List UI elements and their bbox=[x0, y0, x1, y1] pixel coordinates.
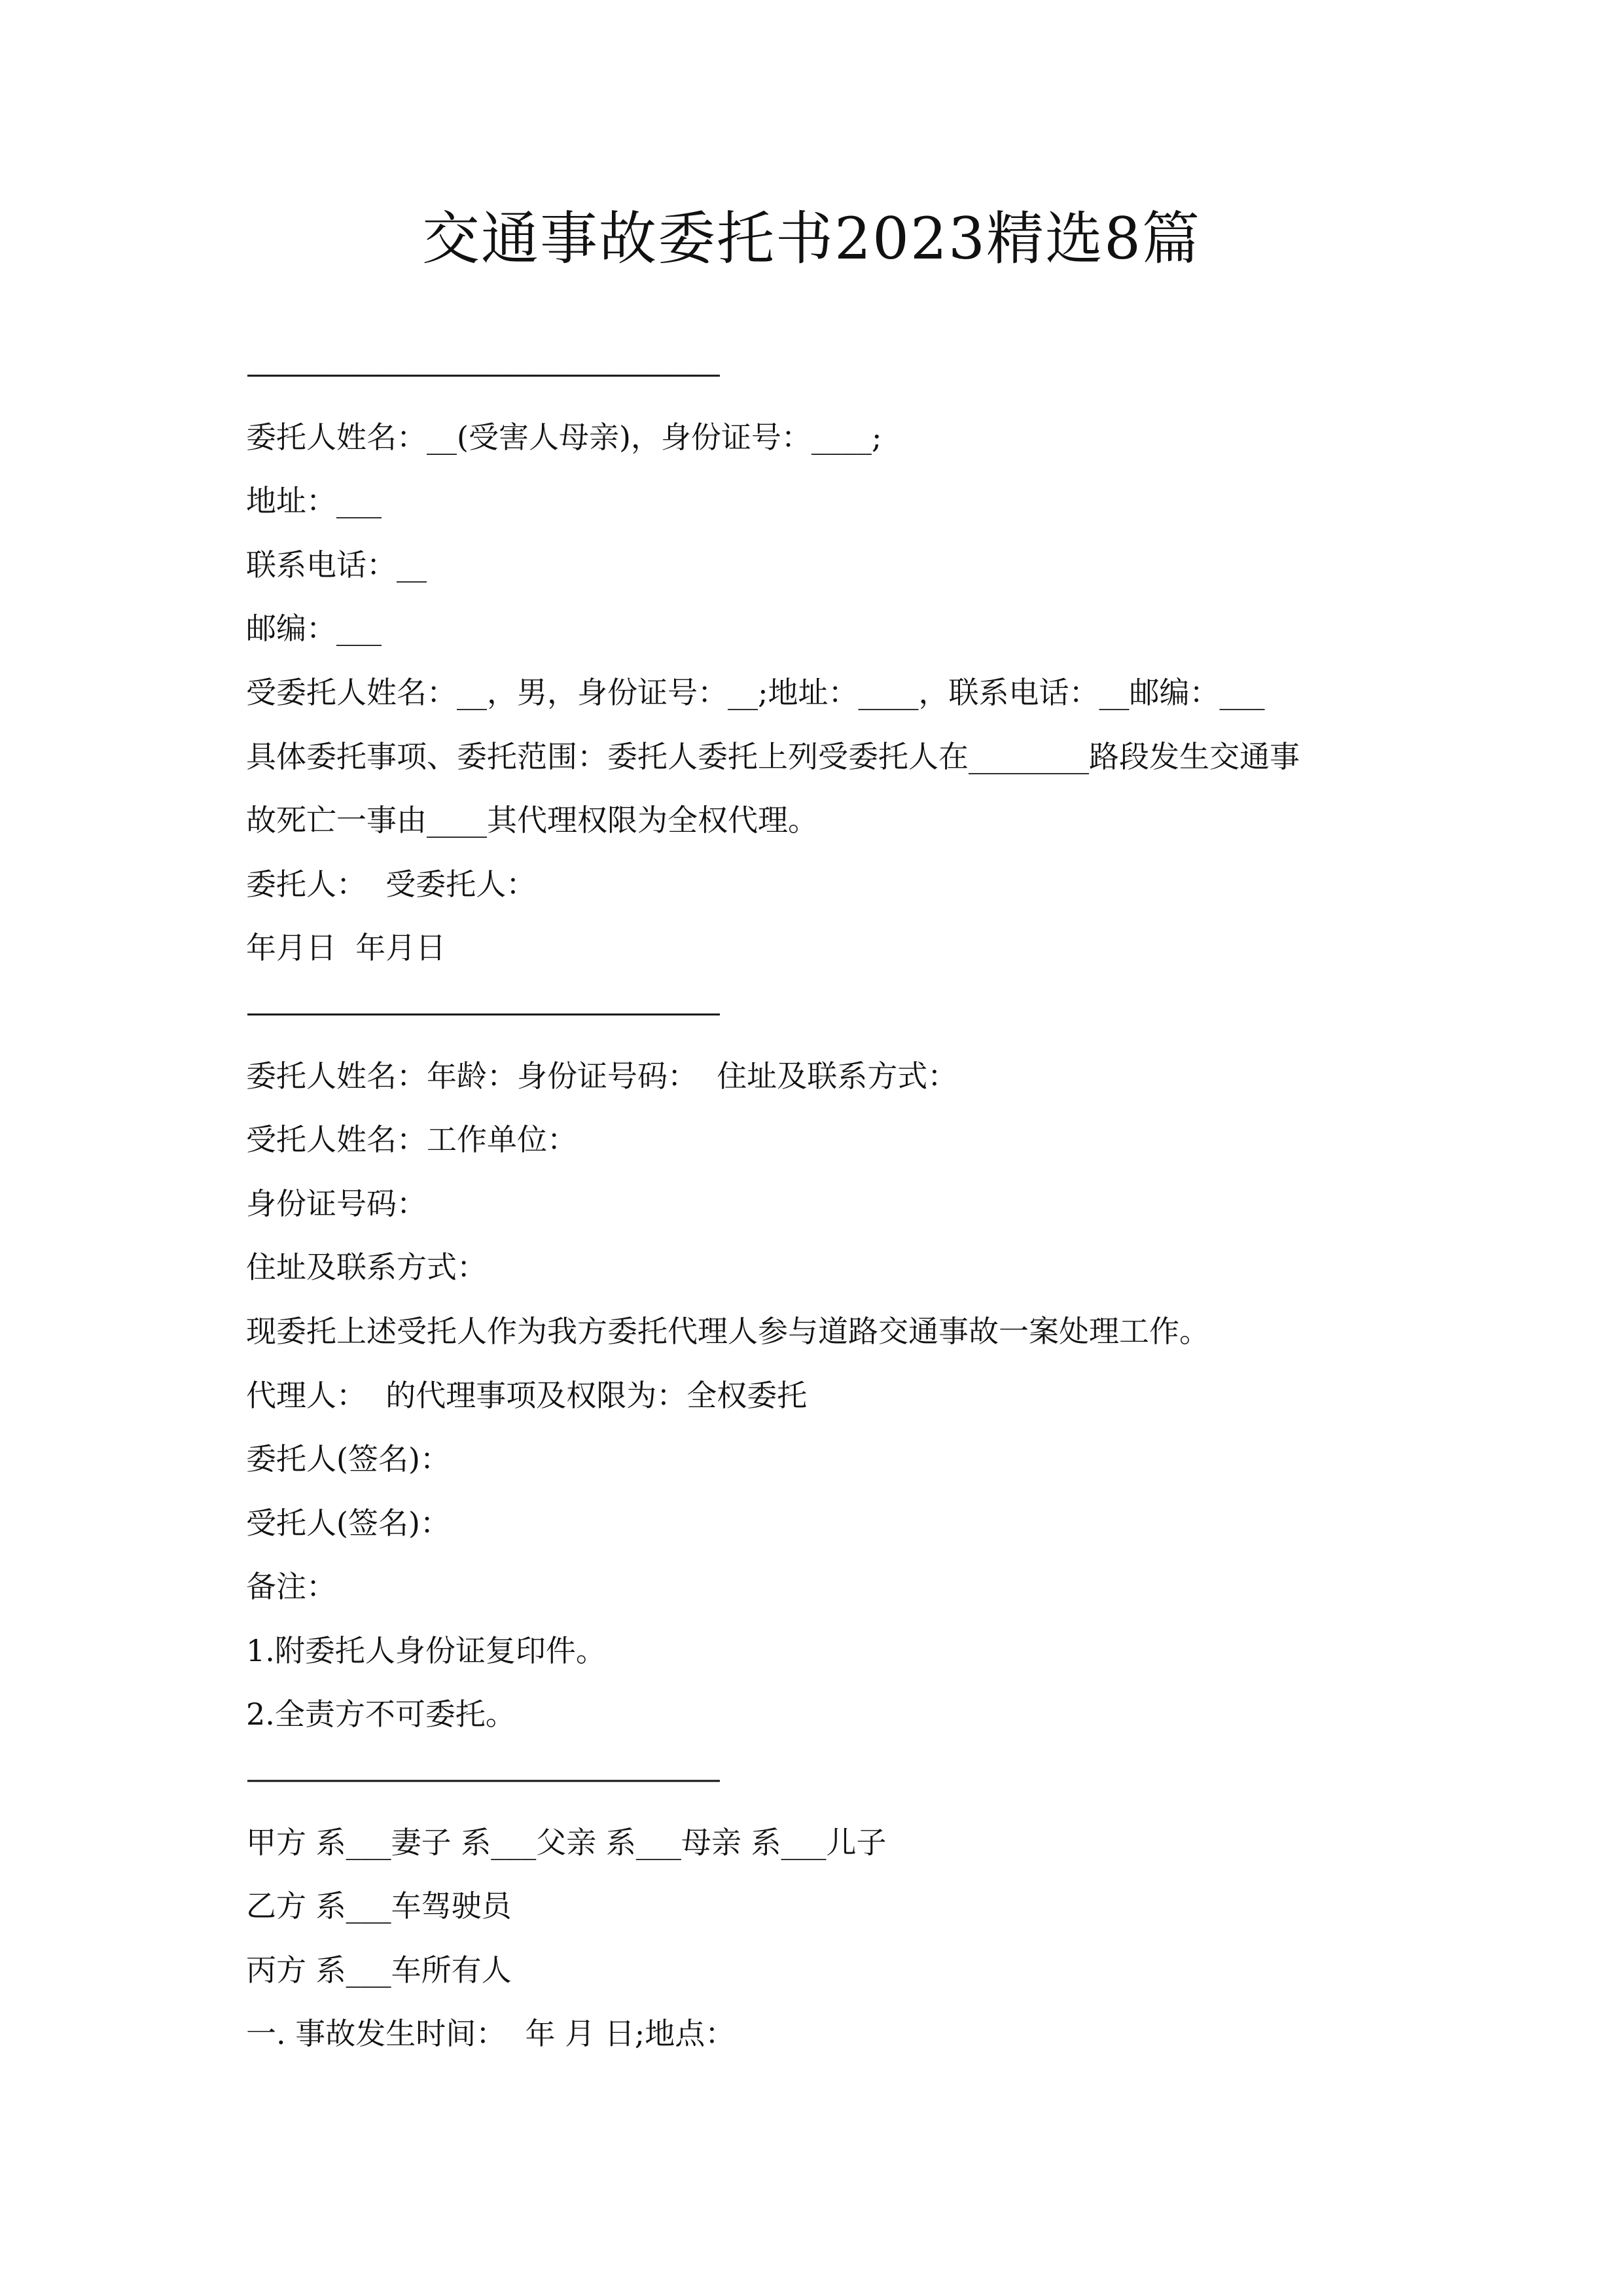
section-separator: —————————————————— bbox=[246, 994, 717, 1030]
section-separator: —————————————————— bbox=[246, 1761, 717, 1797]
document-body bbox=[246, 342, 1398, 2066]
text-line: 受托人(签名)： bbox=[246, 1505, 450, 1541]
section-separator: —————————————————— bbox=[246, 355, 717, 391]
text-line: 受委托人姓名：__，男，身份证号：__;地址：____，联系电话：__邮编：___ bbox=[246, 674, 1265, 710]
text-line: 具体委托事项、委托范围：委托人委托上列受委托人在________路段发生交通事 bbox=[246, 738, 1300, 774]
document-title: 交通事故委托书2023精选8篇 bbox=[422, 205, 1201, 272]
text-line: 乙方 系___车驾驶员 bbox=[246, 1888, 512, 1924]
text-line: 委托人姓名：__(受害人母亲)，身份证号：____; bbox=[246, 419, 882, 455]
text-line: 代理人： 的代理事项及权限为：全权委托 bbox=[246, 1377, 808, 1413]
text-line: 1.附委托人身份证复印件。 bbox=[246, 1632, 606, 1668]
text-line: 住址及联系方式： bbox=[246, 1249, 487, 1285]
text-line: 丙方 系___车所有人 bbox=[246, 1952, 512, 1988]
text-line: 委托人： 受委托人： bbox=[246, 866, 537, 902]
text-line: 地址：___ bbox=[246, 483, 382, 519]
text-line: 联系电话：__ bbox=[246, 547, 427, 583]
text-line: 受托人姓名：工作单位： bbox=[246, 1122, 577, 1158]
text-line: 邮编：___ bbox=[246, 611, 382, 647]
text-line: 一. 事故发生时间： 年 月 日;地点： bbox=[246, 2016, 736, 2052]
text-line: 甲方 系___妻子 系___父亲 系___母亲 系___儿子 bbox=[246, 1824, 887, 1860]
text-line: 年月日 年月日 bbox=[246, 930, 446, 966]
text-line: 委托人姓名：年龄：身份证号码： 住址及联系方式： bbox=[246, 1058, 958, 1094]
text-line: 备注： bbox=[246, 1569, 336, 1605]
text-line: 故死亡一事由____其代理权限为全权代理。 bbox=[246, 802, 818, 838]
text-line: 现委托上述受托人作为我方委托代理人参与道路交通事故一案处理工作。 bbox=[246, 1313, 1209, 1349]
text-line: 2.全责方不可委托。 bbox=[246, 1696, 516, 1732]
text-line: 身份证号码： bbox=[246, 1185, 427, 1221]
text-line: 委托人(签名)： bbox=[246, 1441, 450, 1477]
